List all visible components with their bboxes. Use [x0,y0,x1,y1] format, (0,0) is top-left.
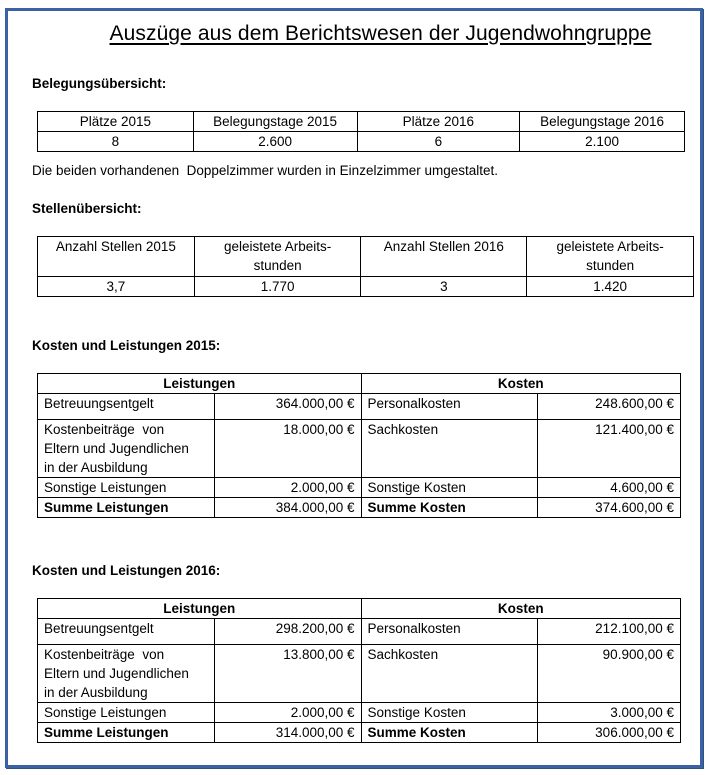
kosten-value: 248.600,00 € [538,394,681,420]
leistung-value: 18.000,00 € [214,420,361,478]
label-line: Kostenbeiträge von [44,422,165,437]
value-cell: 3 [361,277,527,297]
header-line: Anzahl Stellen 2015 [55,239,176,254]
table-header-row [38,599,681,619]
header-cell: Belegungstage 2016 [520,112,685,132]
sum-kosten-value: 374.600,00 € [538,498,681,518]
header-line: geleistete Arbeits- [556,239,664,254]
leistung-label: Sonstige Leistungen [38,478,215,498]
leistung-label: Sonstige Leistungen [38,703,215,723]
label-line: in der Ausbildung [44,685,148,700]
sum-leistungen-label: Summe Leistungen [38,498,215,518]
value-cell: 3,7 [38,277,195,297]
stellen-table [37,236,694,297]
belegung-note: Die beiden vorhandenen Doppelzimmer wurden in Einzelzimmer umgestaltet. [32,163,498,178]
leistung-value: 364.000,00 € [214,394,361,420]
table-row [38,277,694,297]
value-cell: 2.100 [520,132,685,152]
value-cell: 6 [357,132,520,152]
sum-row [38,498,681,518]
table-row [38,478,681,498]
kosten-header: Kosten [361,599,680,619]
sum-leistungen-value: 314.000,00 € [214,723,361,743]
belegung-heading: Belegungsübersicht: [32,76,167,91]
header-cell [194,237,361,277]
table-row [38,420,681,478]
leistungen-header: Leistungen [38,599,362,619]
header-cell [361,237,527,277]
page-title: Auszüge aus dem Berichtswesen der Jugendwohngruppe [109,22,652,45]
sum-leistungen-label: Summe Leistungen [38,723,215,743]
kosten-value: 3.000,00 € [538,703,681,723]
kl2016-table [37,598,681,743]
kosten-label: Sachkosten [361,645,538,703]
table-row [38,394,681,420]
leistung-value: 298.200,00 € [214,619,361,645]
table-row [38,645,681,703]
value-cell: 2.600 [193,132,357,152]
leistung-value: 13.800,00 € [214,645,361,703]
leistung-label: Betreuungsentgelt [38,394,215,420]
header-cell: Plätze 2016 [357,112,520,132]
sum-leistungen-value: 384.000,00 € [214,498,361,518]
table-row [38,703,681,723]
kosten-value: 121.400,00 € [538,420,681,478]
header-line: stunden [586,258,635,273]
value-cell: 1.420 [527,277,694,297]
label-line: Kostenbeiträge von [44,647,165,662]
leistungen-header: Leistungen [38,374,362,394]
leistung-value: 2.000,00 € [214,478,361,498]
kosten-value: 90.900,00 € [538,645,681,703]
kosten-label: Sachkosten [361,420,538,478]
sum-kosten-value: 306.000,00 € [538,723,681,743]
stellen-heading: Stellenübersicht: [32,201,142,216]
label-line: Eltern und Jugendlichen [44,666,189,681]
kosten-header: Kosten [361,374,680,394]
header-line: geleistete Arbeits- [223,239,332,254]
table-header-row [38,112,685,132]
value-cell: 1.770 [194,277,361,297]
header-cell [38,237,195,277]
header-cell: Plätze 2015 [38,112,194,132]
header-line: Anzahl Stellen 2016 [383,239,504,254]
table-header-row [38,237,694,277]
header-cell [527,237,694,277]
kl2015-table [37,373,681,518]
kosten-label: Sonstige Kosten [361,478,538,498]
value-cell: 8 [38,132,194,152]
table-header-row [38,374,681,394]
sum-kosten-label: Summe Kosten [361,723,538,743]
label-line: Eltern und Jugendlichen [44,441,189,456]
table-row [38,619,681,645]
leistung-value: 2.000,00 € [214,703,361,723]
kosten-value: 212.100,00 € [538,619,681,645]
header-cell: Belegungstage 2015 [193,112,357,132]
header-line: stunden [253,258,302,273]
kosten-label: Sonstige Kosten [361,703,538,723]
kosten-label: Personalkosten [361,394,538,420]
kosten-label: Personalkosten [361,619,538,645]
leistung-label [38,645,215,703]
sum-row [38,723,681,743]
leistung-label [38,420,215,478]
leistung-label: Betreuungsentgelt [38,619,215,645]
label-line: in der Ausbildung [44,460,148,475]
kosten-value: 4.600,00 € [538,478,681,498]
kl2016-heading: Kosten und Leistungen 2016: [32,563,221,578]
sum-kosten-label: Summe Kosten [361,498,538,518]
belegung-table [37,111,685,152]
table-row [38,132,685,152]
kl2015-heading: Kosten und Leistungen 2015: [32,338,221,353]
